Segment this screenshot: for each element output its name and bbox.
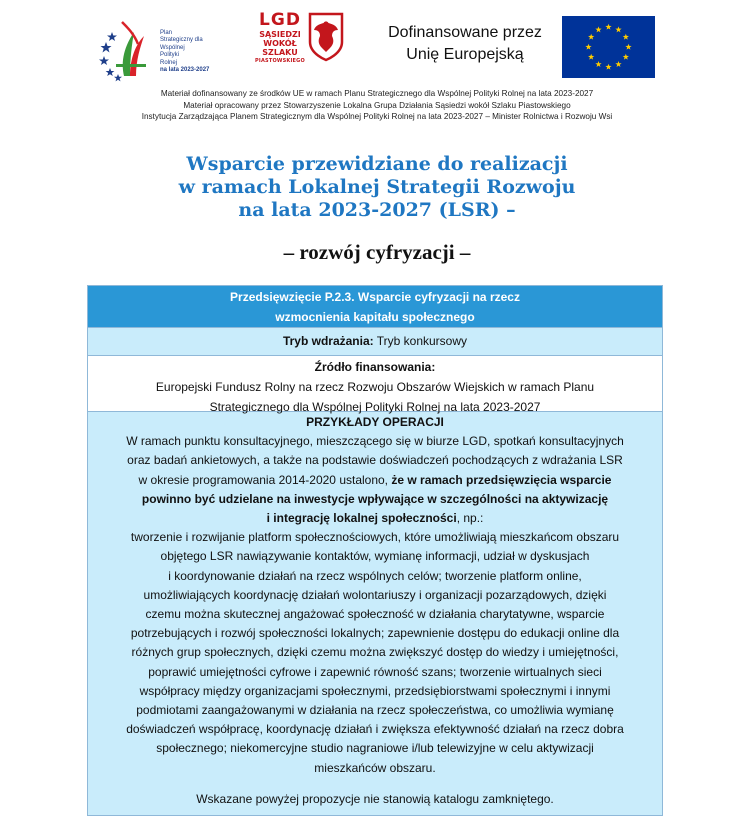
eu-funding-text: Dofinansowane przez Unię Europejską [388,24,542,63]
eu-star-icon [588,34,594,40]
examples-list [94,528,656,778]
eu-flag-icon [562,16,655,78]
implementation-mode-row [88,328,662,356]
eu-star-icon [615,26,621,32]
examples-list-line: mieszkańców obszaru. [314,760,436,775]
examples-list-line: doświadczeń współpracę, koordynację działań i zwiększa efektywność działań na rzecz dobra [126,722,624,737]
eu-star-icon [585,44,591,50]
examples-list-line: podmiotami zaangażowanymi w działania na rzecz społeczeństwa, co umożliwia wymianę [136,703,614,718]
eu-star-icon [615,61,621,67]
funding-source-line: Europejski Fundusz Rolny na rzecz Rozwoju Obszarów Wiejskich w ramach Planu [155,380,595,394]
eu-star-icon [605,64,611,70]
funding-info [0,88,754,123]
implementation-mode-value: Tryb konkursowy [373,334,468,348]
examples-list-line: różnych grup społecznych, dzięki czemu można zwiększyć dostęp do wiedzy i umiejętności, [131,645,619,660]
closing-note: Wskazane powyżej propozycje nie stanowią katalogu zamkniętego. [196,791,554,806]
page-title: Wsparcie przewidziane do realizacji w ramach Lokalnej Strategii Rozwoju na lata 2023-2027 (LSR) – [178,153,576,221]
logo-bar [0,8,754,84]
eagle-shield-icon [308,12,344,62]
lgd-logo [250,10,345,80]
examples-intro-line: i integrację lokalnej społeczności, np.: [266,511,484,526]
examples-intro-line: oraz badań ankietowych, a także na podstawie doświadczeń pochodzących z wdrażania LSR [127,453,623,468]
eu-star-icon [623,34,629,40]
plan-strategiczny-text: Plan Strategiczny dla Wspólnej Polityki Rolnej na lata 2023-2027 [160,30,210,74]
examples-list-line: tworzenie i rozwijanie platform społecznościowych, które umożliwiają mieszkańcom obszaru [130,530,620,545]
eu-star-icon [595,61,601,67]
plan-strategiczny-emblem-icon [94,14,160,82]
examples-list-line: współpracy między organizacjami społecznymi, przedsiębiorstwami społecznymi i innymi [139,683,611,698]
funding-source-row [88,356,662,412]
examples-list-line: potrzebujących i rozwój społeczności lokalnych; zapewnienie dostępu do edukacji online dla [130,626,620,641]
lgd-logo-text: LGD SĄSIEDZI WOKÓŁ SZLAKU PIASTOWSKIEGO [255,10,305,64]
examples-label: PRZYKŁADY OPERACJI [306,415,444,429]
funding-info-line: Materiał dofinansowany ze środków UE w ramach Planu Strategicznego dla Wspólnej Polityki Rolnej na lata 2023-2027 [160,89,594,98]
examples-intro-line: W ramach punktu konsultacyjnego, mieszczącego się w biurze LGD, spotkań konsultacyjnych [126,434,624,449]
eu-star-icon [605,24,611,30]
examples-list-line: poprawić umiejętności cyfrowe i zapewnić równość szans; tworzenie wirtualnych sieci [148,664,602,679]
examples-intro-line: w okresie programowania 2014-2020 ustalono, że w ramach przedsięwzięcia wsparcie [138,472,612,487]
funding-source-label: Źródło finansowania: [314,360,436,374]
eu-star-icon [625,44,631,50]
page-subtitle: – rozwój cyfryzacji – [283,240,471,264]
eu-star-icon [595,26,601,32]
examples-row [88,412,662,815]
funding-info-line: Instytucja Zarządzająca Planem Strategicznym dla Wspólnej Polityki Rolnej na lata 2023-2027 – Minister Rolnictwa i Rozwoju Wsi [141,112,613,121]
project-box [87,285,663,816]
examples-intro-line: powinno być udzielane na inwestycje wpływające w szczególności na aktywizację [141,491,609,506]
examples-list-line: społecznego; niekomercyjne studio nagraniowe i/lub telewizyjne w celu aktywizacji [156,741,594,756]
project-header: Przedsięwzięcie P.2.3. Wsparcie cyfryzacji na rzecz wzmocnienia kapitału społecznego [88,286,662,328]
examples-list-line: i koordynowanie działań na rzecz wspólnych celów; tworzenie platform online, [168,568,582,583]
funding-info-line: Materiał opracowany przez Stowarzyszenie Lokalna Grupa Działania Sąsiedzi wokół Szlaku Piastowskiego [183,100,571,110]
funding-source-line: Strategicznego dla Wspólnej Polityki Rolnej na lata 2023-2027 [209,400,541,414]
examples-list-line: objętego LSR nawiązywanie kontaktów, wymianę informacji, udział w dyskusjach [160,549,590,564]
plan-strategiczny-logo [94,14,234,82]
eu-star-icon [588,54,594,60]
implementation-mode-label: Tryb wdrażania: [282,334,374,348]
examples-list-line: umożliwiających koordynację działań wolontariuszy i organizacji pozarządowych, dzięki [143,587,607,602]
examples-list-line: czemu można skutecznej angażować społeczność w działania charytatywne, wsparcie [145,607,605,622]
eu-star-icon [623,54,629,60]
